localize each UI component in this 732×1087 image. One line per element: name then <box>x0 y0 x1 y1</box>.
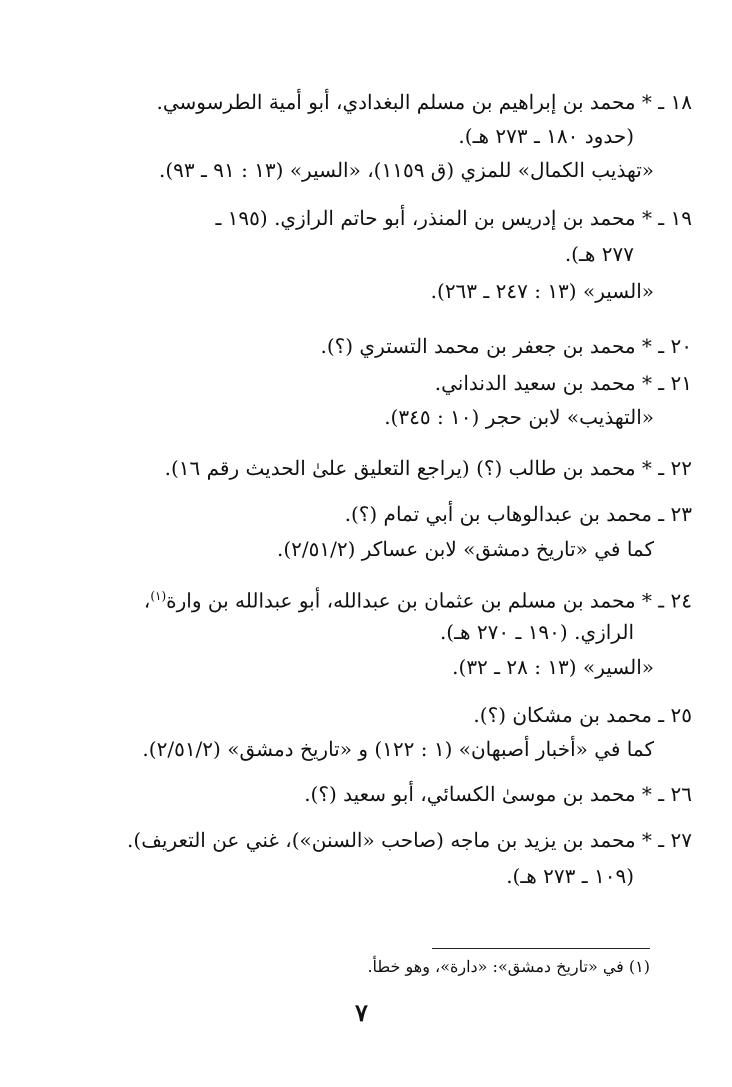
entry-18-line-3: «تهذيب الكمال» للمزي (ق ١١٥٩)، «السير» (١٣ : ٩١ ـ ٩٣). <box>159 158 654 182</box>
entry-19-line-3: «السير» (١٣ : ٢٤٧ ـ ٢٦٣). <box>430 279 654 303</box>
footnote: (١) في «تاريخ دمشق»: «دارة»، وهو خطأ. <box>367 957 650 976</box>
entry-26-line-1: ٢٦ ـ * محمد بن موسىٰ الكسائي، أبو سعيد (؟). <box>304 782 692 806</box>
entry-25-line-2: كما في «أخبار أصبهان» (١ : ١٢٢) و «تاريخ دمشق» (٢/٥١/٢). <box>142 737 654 761</box>
entry-23-line-2: كما في «تاريخ دمشق» لابن عساكر (٢/٥١/٢). <box>276 537 654 561</box>
entry-19-line-2: ٢٧٧ هـ). <box>564 242 634 266</box>
entry-24-comma: ، <box>143 588 151 613</box>
entry-24-text: ٢٤ ـ * محمد بن مسلم بن عثمان بن عبدالله، أبو عبدالله بن وارة <box>166 588 692 613</box>
footnote-divider <box>432 948 650 949</box>
entry-20-line-1: ٢٠ ـ * محمد بن جعفر بن محمد التستري (؟). <box>320 334 692 358</box>
entry-21-line-2: «التهذيب» لابن حجر (١٠ : ٣٤٥). <box>384 405 654 429</box>
footnote-marker: (١) <box>150 589 167 603</box>
entry-21-line-1: ٢١ ـ * محمد بن سعيد الدنداني. <box>434 371 692 395</box>
entry-18-line-2: (حدود ١٨٠ ـ ٢٧٣ هـ). <box>458 124 634 148</box>
entry-24-line-1 <box>144 582 692 615</box>
entry-18-line-1: ١٨ ـ * محمد بن إبراهيم بن مسلم البغدادي، أبو أمية الطرسوسي. <box>156 90 692 114</box>
entry-24-line-3: «السير» (١٣ : ٢٨ ـ ٣٢). <box>452 655 654 679</box>
entry-23-line-1: ٢٣ ـ محمد بن عبدالوهاب بن أبي تمام (؟). <box>344 502 692 526</box>
page-number: ٧ <box>355 998 368 1027</box>
entry-19-line-1: ١٩ ـ * محمد بن إدريس بن المنذر، أبو حاتم الرازي. (١٩٥ ـ <box>215 206 692 230</box>
entry-22-line-1: ٢٢ ـ * محمد بن طالب (؟) (يراجع التعليق علىٰ الحديث رقم ١٦). <box>164 456 692 480</box>
entry-27-line-2: (١٠٩ ـ ٢٧٣ هـ). <box>506 864 634 888</box>
entry-24-line-2: الرازي. (١٩٠ ـ ٢٧٠ هـ). <box>439 620 634 644</box>
entry-25-line-1: ٢٥ ـ محمد بن مشكان (؟). <box>473 703 692 727</box>
entry-27-line-1: ٢٧ ـ * محمد بن يزيد بن ماجه (صاحب «السنن»)، غني عن التعريف). <box>127 828 692 852</box>
